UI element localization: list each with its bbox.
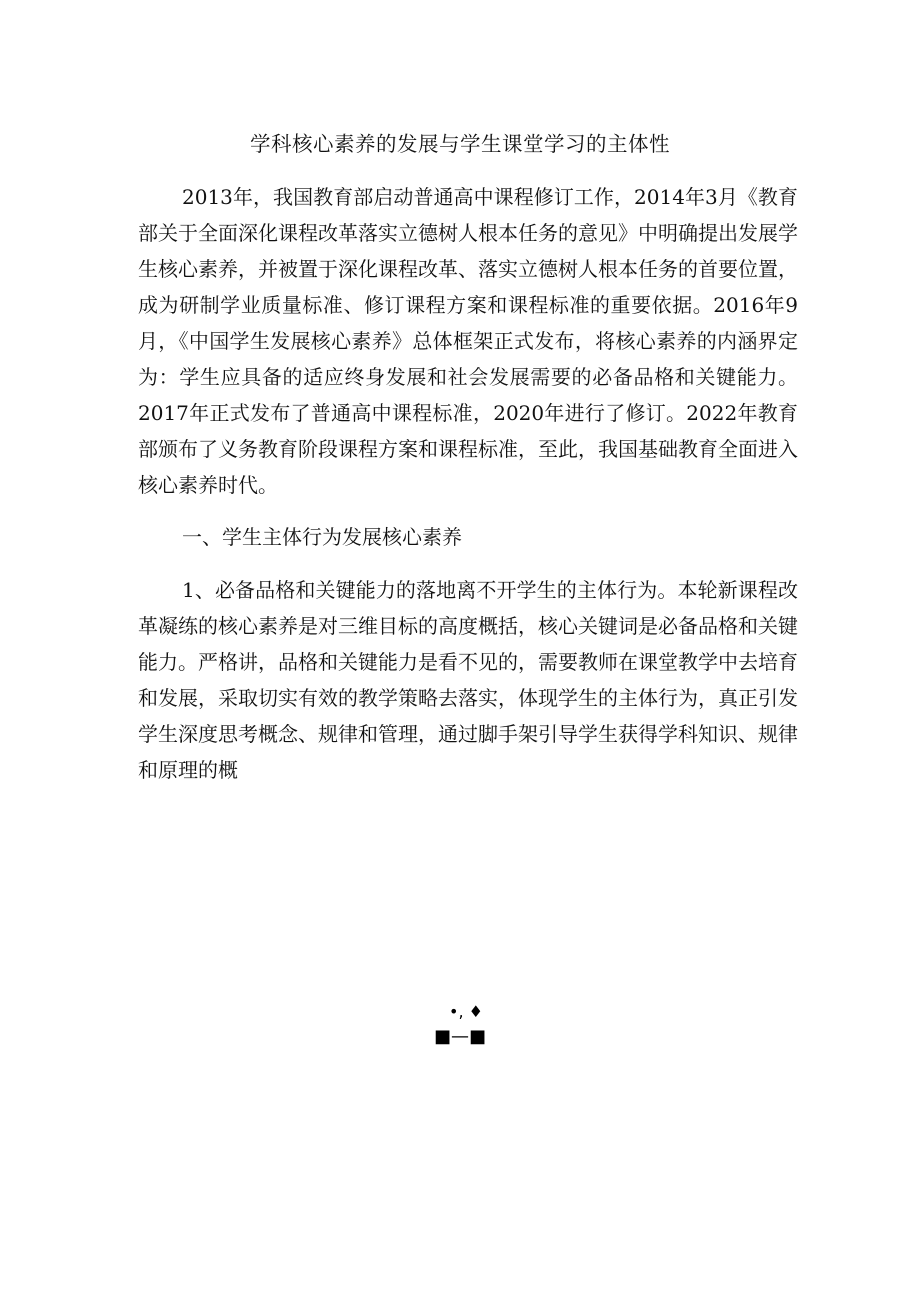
body-paragraph-intro: 2013年，我国教育部启动普通高中课程修订工作，2014年3月《教育部关于全面深化课程改革落实立德树人根本任务的意见》中明确提出发展学生核心素养，并被置于深化课程改革、落实立德树人根本任务的首要位置，成为研制学业质量标准、修订课程方案和课程标准的重要依据。2016年9月，《中国学生发展核心素养》总体框架正式发布，将核心素养的内涵界定为：学生应具备的适应终身发展和社会发展需要的必备品格和关键能力。2017年正式发布了普通高中课程标准，2020年进行了修订。2022年教育部颁布了义务教育阶段课程方案和课程标准，至此，我国基础教育全面进入核心素养时代。 — [138, 185, 798, 497]
body-paragraph-point-1: 1、必备品格和关键能力的落地离不开学生的主体行为。本轮新课程改革凝练的核心素养是对三维目标的高度概括，核心关键词是必备品格和关键能力。严格讲，品格和关键能力是看不见的，需要教师在课堂教学中去培育和发展，采取切实有效的教学策略去落实，体现学生的主体行为，真正引发学生深度思考概念、规律和管理，通过脚手架引导学生获得学科知识、规律和原理的概 — [138, 578, 798, 782]
document-title: 学科核心素养的发展与学生课堂学习的主体性 — [250, 132, 670, 156]
document-body — [138, 179, 798, 788]
footer-mark-bottom: ■—■ — [433, 1026, 486, 1047]
section-heading: 一、学生主体行为发展核心素养 — [182, 525, 462, 549]
footer-mark-top: •, ♦ — [449, 1002, 483, 1021]
